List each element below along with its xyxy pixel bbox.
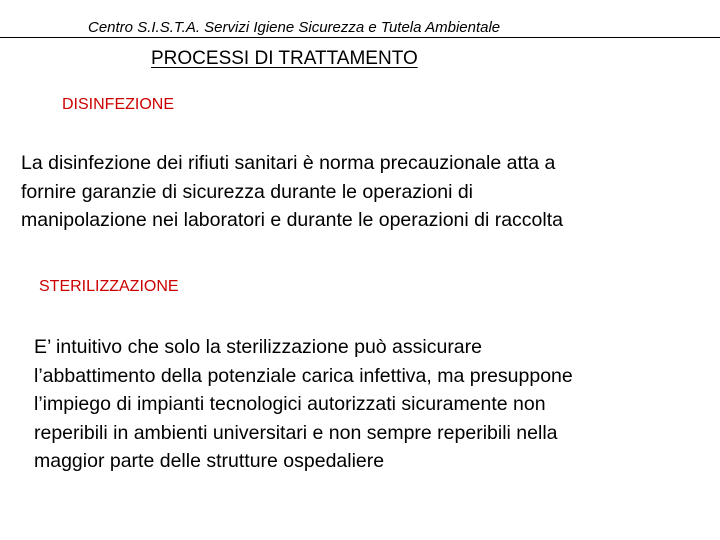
body-line: reperibili in ambienti universitari e non sempre reperibili nella [34,421,558,444]
section-heading-disinfezione: DISINFEZIONE [62,96,175,113]
body-line: La disinfezione dei rifiuti sanitari è norma precauzionale atta a [21,152,556,174]
body-line: l’impiego di impianti tecnologici autorizzati sicuramente non [34,393,546,415]
section-heading-sterilizzazione: STERILIZZAZIONE [39,278,179,295]
header-organization: Centro S.I.S.T.A. Servizi Igiene Sicurezza e Tutela Ambientale [88,19,501,36]
body-line: fornire garanzie di sicurezza durante le operazioni di [21,180,474,203]
section-body-sterilizzazione [34,333,714,476]
slide-title: PROCESSI DI TRATTAMENTO [151,48,418,69]
body-line: maggior parte delle strutture ospedaliere [34,450,385,472]
header-divider [0,37,720,38]
section-body-disinfezione [21,149,711,235]
body-line: l’abbattimento della potenziale carica infettiva, ma presuppone [34,364,573,387]
body-line: E’ intuitivo che solo la sterilizzazione può assicurare [34,336,482,358]
body-line: manipolazione nei laboratori e durante le operazioni di raccolta [21,209,564,231]
